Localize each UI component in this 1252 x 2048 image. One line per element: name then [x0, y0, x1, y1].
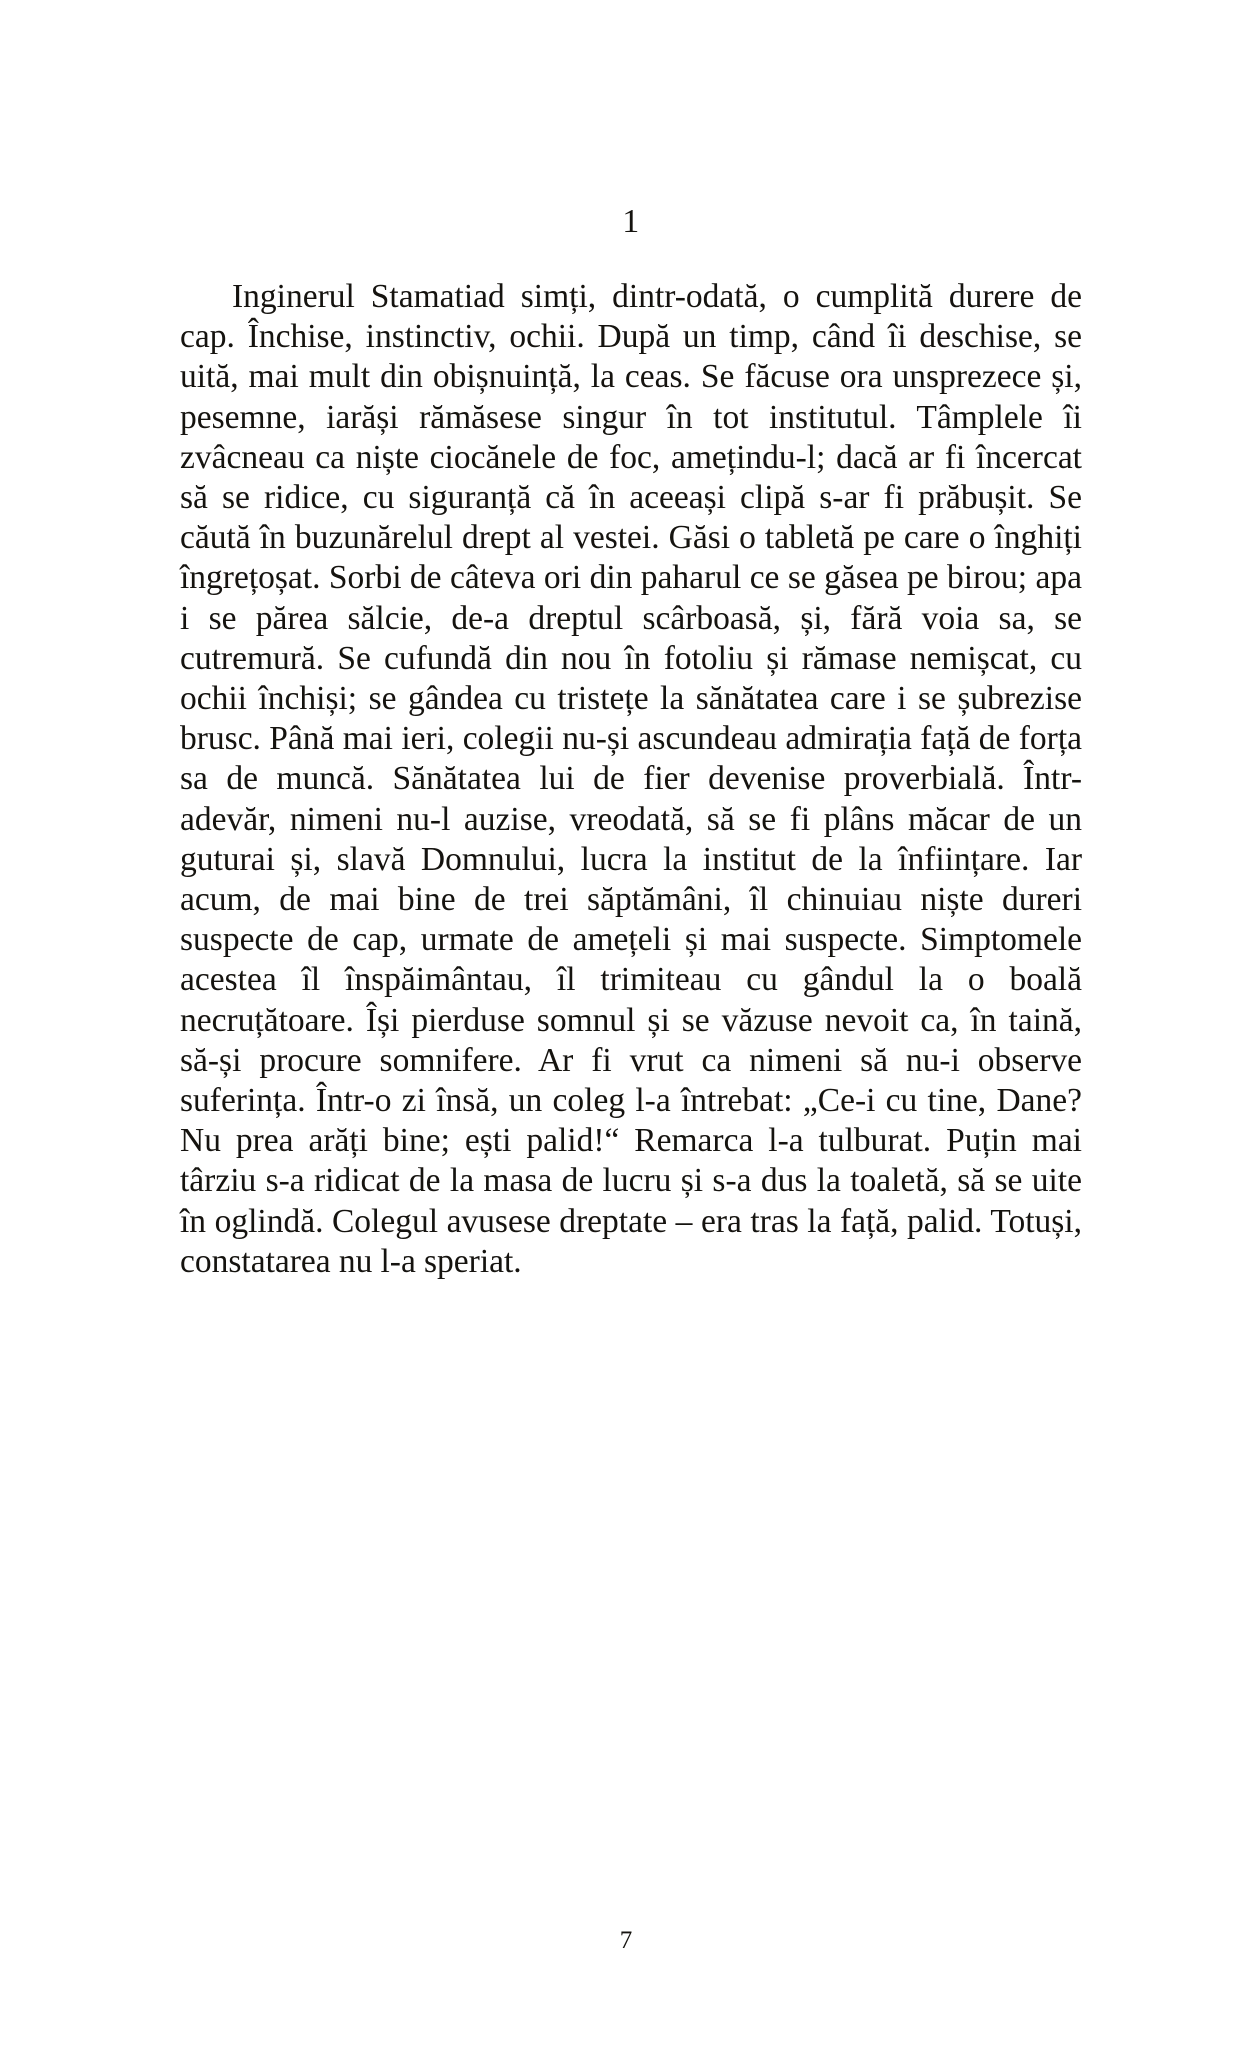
page-text-block: [180, 0, 1082, 1282]
chapter-number-heading: 1: [622, 203, 640, 240]
body-paragraph: Inginerul Stamatiad simți, dintr-odată, o cumplită durere de cap. Închise, instinctiv, ochii. După un timp, când îi deschise, se uită, mai mult din obișnuință, la ceas. Se făcuse ora unsprezece și, pesemne, iarăși rămăsese singur în tot institutul. Tâmplele îi zvâcneau ca niște ciocănele de foc, amețindu-l; dacă ar fi încercat să se ridice, cu siguranță că în aceeași clipă s-ar fi prăbușit. Se căută în buzunărelul drept al vestei. Găsi o tabletă pe care o înghiți îngrețoșat. Sorbi de câteva ori din paharul ce se găsea pe birou; apa i se părea sălcie, de-a dreptul scârboasă, și, fără voia sa, se cutremură. Se cufundă din nou în fotoliu și rămase nemișcat, cu ochii închiși; se gândea cu tristețe la sănătatea care i se șubrezise brusc. Până mai ieri, colegii nu-și ascundeau admirația față de forța sa de muncă. Sănătatea lui de fier devenise proverbială. Într-adevăr, nimeni nu-l auzise, vreodată, să se fi plâns măcar de un guturai și, slavă Domnului, lucra la institut de la înființare. Iar acum, de mai bine de trei săptămâni, îl chinuiau niște dureri suspecte de cap, urmate de amețeli și mai suspecte. Simptomele acestea îl înspăimântau, îl trimiteau cu gândul la o boală necruțătoare. Își pierduse somnul și se văzuse nevoit ca, în taină, să-și procure somnifere. Ar fi vrut ca nimeni să nu-i observe suferința. Într-o zi însă, un coleg l-a întrebat: „Ce-i cu tine, Dane? Nu prea arăți bine; ești palid!“ Remarca l-a tulburat. Puțin mai târziu s-a ridicat de la masa de lucru și s-a dus la toaletă, să se uite în oglindă. Colegul avusese dreptate – era tras la față, palid. Totuși, constatarea nu l-a speriat.: [180, 278, 1082, 1280]
page-number-footer: 7: [619, 1927, 633, 1954]
